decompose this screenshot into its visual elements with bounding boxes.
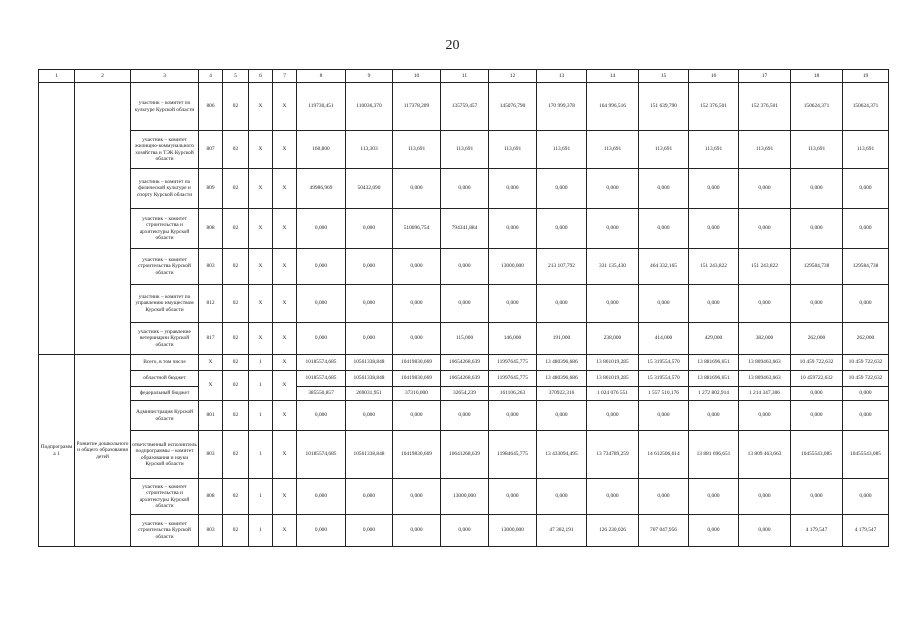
table-row — [39, 323, 889, 355]
table-cell: 113,691 — [441, 131, 489, 169]
table-cell: 13 861019,285 — [587, 371, 639, 387]
table-cell: 113,691 — [689, 131, 739, 169]
table-cell: 150624,371 — [843, 83, 889, 131]
table-cell: 13 881696,651 — [689, 371, 739, 387]
table-cell: 129584,738 — [843, 249, 889, 285]
table-row — [39, 83, 889, 131]
table-cell: 0,000 — [843, 479, 889, 515]
table-cell: X — [249, 249, 273, 285]
table-cell: 370922,316 — [537, 387, 587, 401]
table-cell: 0,000 — [639, 169, 689, 209]
table-cell: 14 612506,614 — [639, 431, 689, 479]
table-cell: 113,691 — [739, 131, 791, 169]
table-cell: 0,000 — [791, 401, 843, 431]
table-cell: 0,000 — [297, 479, 346, 515]
table-cell: 02 — [223, 323, 249, 355]
table-cell: 0,000 — [393, 323, 441, 355]
table-cell: 807 — [199, 131, 223, 169]
table-cell: 0,000 — [639, 479, 689, 515]
table-cell: 0,000 — [346, 285, 393, 323]
table-cell: 152 376,501 — [739, 83, 791, 131]
table-cell: X — [249, 285, 273, 323]
table-cell: 02 — [223, 209, 249, 249]
column-header: 13 — [537, 70, 587, 83]
table-cell: 10 459 722,632 — [843, 371, 889, 387]
table-cell: 10561338,848 — [346, 431, 393, 479]
table-cell: Всего, в том числе — [131, 355, 199, 371]
column-header: 8 — [297, 70, 346, 83]
table-cell: 262,000 — [843, 323, 889, 355]
table-cell: 0,000 — [689, 209, 739, 249]
table-cell: 0,000 — [587, 209, 639, 249]
table-cell: 0,000 — [393, 285, 441, 323]
table-cell: 4 179,547 — [843, 515, 889, 547]
table-cell: 0,000 — [441, 401, 489, 431]
table-cell: 1 557 510,176 — [639, 387, 689, 401]
table-cell: 161106,263 — [489, 387, 537, 401]
table-cell: 0,000 — [739, 401, 791, 431]
table-cell: X — [273, 479, 297, 515]
table-cell: ответственный исполнитель подпрограммы – комитет образования и науки Курской области — [131, 431, 199, 479]
table-cell: 0,000 — [346, 323, 393, 355]
table-cell: 0,000 — [297, 249, 346, 285]
table-cell: 0,000 — [689, 479, 739, 515]
table-cell: 1 — [249, 515, 273, 547]
table-cell: X — [199, 371, 223, 401]
table-cell: 0,000 — [791, 209, 843, 249]
table-cell: 808 — [199, 479, 223, 515]
table-cell: 0,000 — [791, 479, 843, 515]
table-cell: 129584,738 — [791, 249, 843, 285]
table-row — [39, 401, 889, 431]
column-header: 14 — [587, 70, 639, 83]
table-row — [39, 431, 889, 479]
table-cell: 113,691 — [393, 131, 441, 169]
table-cell: 801 — [199, 401, 223, 431]
table-row — [39, 249, 889, 285]
table-cell: Администрация Курской области — [131, 401, 199, 431]
table-cell: 126 230,026 — [587, 515, 639, 547]
table-cell: X — [273, 515, 297, 547]
table-cell: 150624,371 — [791, 83, 843, 131]
table-cell: 269031,951 — [346, 387, 393, 401]
table-cell: 0,000 — [537, 479, 587, 515]
table-cell: 1 — [249, 401, 273, 431]
table-cell: 0,000 — [297, 285, 346, 323]
table-cell: участник – комитет по управлению имуществом Курской области — [131, 285, 199, 323]
column-header: 11 — [441, 70, 489, 83]
column-header: 19 — [843, 70, 889, 83]
table-cell: 510096,754 — [393, 209, 441, 249]
table-cell: 0,000 — [587, 479, 639, 515]
table-cell: 0,000 — [587, 169, 639, 209]
table-cell: 0,000 — [537, 401, 587, 431]
table-cell: 0,000 — [393, 479, 441, 515]
table-cell: 113,303 — [346, 131, 393, 169]
table-cell: 0,000 — [346, 209, 393, 249]
table-cell: 13 433094,495 — [537, 431, 587, 479]
column-header: 7 — [273, 70, 297, 83]
table-cell: областной бюджет — [131, 371, 199, 387]
column-header: 17 — [739, 70, 791, 83]
table-cell: 806 — [199, 83, 223, 131]
table-cell: 0,000 — [843, 209, 889, 249]
table-cell: 0,000 — [587, 401, 639, 431]
table-cell: 0,000 — [843, 387, 889, 401]
table-cell: X — [273, 169, 297, 209]
table-cell: 0,000 — [537, 209, 587, 249]
table-cell: 10185574,685 — [297, 431, 346, 479]
table-cell: 809 — [199, 169, 223, 209]
table-cell: 146,000 — [489, 323, 537, 355]
table-cell: 02 — [223, 479, 249, 515]
table-cell: 0,000 — [346, 479, 393, 515]
table-cell: 0,000 — [639, 209, 689, 249]
table-cell: X — [249, 131, 273, 169]
table-cell: 10561338,848 — [346, 355, 393, 371]
table-cell: 170 999,378 — [537, 83, 587, 131]
table-cell: 15 319554,570 — [639, 355, 689, 371]
table-cell: 191,000 — [537, 323, 587, 355]
table-cell — [39, 83, 75, 355]
column-header: 3 — [131, 70, 199, 83]
table-cell: 10185574,685 — [297, 371, 346, 387]
header-row — [39, 70, 889, 83]
table-cell: 13 881 696,651 — [689, 431, 739, 479]
table-cell: 119730,451 — [297, 83, 346, 131]
table-cell: 331 135,430 — [587, 249, 639, 285]
table-row — [39, 131, 889, 169]
table-cell: 13000,000 — [441, 479, 489, 515]
table-cell: участник – комитет строительства и архитектуры Курской области — [131, 209, 199, 249]
table-cell: 10641268,639 — [441, 431, 489, 479]
table-cell: 10654268,639 — [441, 371, 489, 387]
table-cell: 0,000 — [393, 169, 441, 209]
column-header: 2 — [75, 70, 131, 83]
table-cell: 0,000 — [739, 169, 791, 209]
table-cell: 0,000 — [639, 285, 689, 323]
table-cell: 10561338,848 — [346, 371, 393, 387]
table-cell: X — [273, 401, 297, 431]
column-header: 12 — [489, 70, 537, 83]
table-cell: X — [273, 131, 297, 169]
table-cell: 0,000 — [689, 169, 739, 209]
table-cell: 0,000 — [689, 515, 739, 547]
table-cell: 10 459 722,632 — [791, 355, 843, 371]
table-cell: X — [249, 83, 273, 131]
table-cell: X — [249, 323, 273, 355]
table-cell: 0,000 — [393, 249, 441, 285]
table-cell: Подпрограмма 1 — [39, 355, 75, 547]
table-cell: 0,000 — [739, 479, 791, 515]
table-cell: 02 — [223, 355, 249, 371]
table-cell: 151 243,822 — [739, 249, 791, 285]
table-cell: 113,691 — [843, 131, 889, 169]
table-row — [39, 387, 889, 401]
table-cell: 11997645,775 — [489, 355, 537, 371]
table-cell: 115,000 — [441, 323, 489, 355]
table-cell: 160,800 — [297, 131, 346, 169]
table-cell: 0,000 — [689, 401, 739, 431]
table-cell: 0,000 — [791, 169, 843, 209]
table-cell: X — [273, 371, 297, 401]
table-cell: участник – комитет строительства и архитектуры Курской области — [131, 479, 199, 515]
table-cell: 803 — [199, 515, 223, 547]
table-cell: 02 — [223, 431, 249, 479]
table-cell: 10419830,669 — [393, 355, 441, 371]
table-cell: 02 — [223, 131, 249, 169]
table-cell: 0,000 — [489, 285, 537, 323]
table-cell: X — [273, 323, 297, 355]
table-cell: 0,000 — [489, 479, 537, 515]
table-cell: 803 — [199, 249, 223, 285]
table-cell: 10 459722,632 — [791, 371, 843, 387]
table-cell: 02 — [223, 371, 249, 401]
table-cell: 13 809463,663 — [739, 355, 791, 371]
table-cell: X — [273, 285, 297, 323]
table-cell: участник – комитет по физической культуре и спорту Курской области — [131, 169, 199, 209]
table-cell: 0,000 — [346, 249, 393, 285]
table-cell: 817 — [199, 323, 223, 355]
table-cell: 0,000 — [489, 209, 537, 249]
table-cell: X — [249, 169, 273, 209]
table-cell: 02 — [223, 169, 249, 209]
table-cell: 11997645,775 — [489, 371, 537, 387]
table-cell: 1 024 076 551 — [587, 387, 639, 401]
table-cell: 0,000 — [393, 401, 441, 431]
table-cell: 110036,370 — [346, 83, 393, 131]
table-cell: 10455543,085 — [791, 431, 843, 479]
table-cell: 262,000 — [791, 323, 843, 355]
table-row — [39, 479, 889, 515]
table-cell: 13 861019,285 — [587, 355, 639, 371]
table-cell: 707 047,956 — [639, 515, 689, 547]
table-cell: 0,000 — [791, 387, 843, 401]
table-cell: 0,000 — [441, 169, 489, 209]
table-cell: 0,000 — [441, 515, 489, 547]
table-cell: Развитие дошкольного и общего образования детей — [75, 355, 131, 547]
table-cell: 0,000 — [489, 169, 537, 209]
table-cell — [75, 83, 131, 355]
table-row — [39, 169, 889, 209]
table-row — [39, 371, 889, 387]
table-cell: 13 809463,663 — [739, 371, 791, 387]
table-cell: X — [249, 209, 273, 249]
table-cell: 13000,000 — [489, 249, 537, 285]
table-cell: 10185574,685 — [297, 355, 346, 371]
table-cell: 164 996,516 — [587, 83, 639, 131]
table-cell: X — [273, 355, 297, 371]
table-cell: 213 107,792 — [537, 249, 587, 285]
table-cell: 151 243,822 — [689, 249, 739, 285]
table-cell: 0,000 — [587, 285, 639, 323]
table-cell: 794341,884 — [441, 209, 489, 249]
table-cell: 0,000 — [739, 515, 791, 547]
table-cell: 37316,000 — [393, 387, 441, 401]
table-cell: 13 809 463,663 — [739, 431, 791, 479]
column-header: 16 — [689, 70, 739, 83]
table-cell: 32654,239 — [441, 387, 489, 401]
table-cell: 02 — [223, 515, 249, 547]
table-cell: участник – комитет строительства Курской области — [131, 249, 199, 285]
table-cell: 02 — [223, 83, 249, 131]
table-cell: 113,691 — [587, 131, 639, 169]
table-cell: 13 734789,259 — [587, 431, 639, 479]
table-cell: 13 480396,686 — [537, 355, 587, 371]
table-cell: 385550,857 — [297, 387, 346, 401]
table-cell: федеральный бюджет — [131, 387, 199, 401]
table-cell: участник – комитет строительства Курской области — [131, 515, 199, 547]
table-cell: 0,000 — [791, 285, 843, 323]
table-cell: 02 — [223, 249, 249, 285]
table-cell: X — [273, 83, 297, 131]
table-cell: 0,000 — [441, 249, 489, 285]
table-cell: 808 — [199, 209, 223, 249]
table-cell: X — [273, 249, 297, 285]
table-cell: 0,000 — [843, 401, 889, 431]
table-cell: 0,000 — [843, 169, 889, 209]
table-cell: 50432,090 — [346, 169, 393, 209]
table-cell: 1 — [249, 479, 273, 515]
table-row — [39, 515, 889, 547]
table-cell: 13 480396,686 — [537, 371, 587, 387]
table-cell: 0,000 — [489, 401, 537, 431]
table-cell: 0,000 — [689, 285, 739, 323]
table-row — [39, 355, 889, 371]
table-cell: 0,000 — [739, 285, 791, 323]
table-cell: 135759,457 — [441, 83, 489, 131]
table-cell: X — [273, 209, 297, 249]
table-cell: 0,000 — [393, 515, 441, 547]
table-cell: участник – комитет по культуре Курской области — [131, 83, 199, 131]
table-cell: 151 639,790 — [639, 83, 689, 131]
table-row — [39, 209, 889, 249]
table-cell: 464 332,165 — [639, 249, 689, 285]
table-cell: 0,000 — [537, 285, 587, 323]
table-cell: 10654268,639 — [441, 355, 489, 371]
table-cell: 1 272 802,914 — [689, 387, 739, 401]
budget-table — [38, 69, 889, 547]
column-header: 1 — [39, 70, 75, 83]
table-cell: 0,000 — [346, 401, 393, 431]
table-cell: 0,000 — [297, 209, 346, 249]
table-cell: 0,000 — [843, 285, 889, 323]
table-cell: 13 881696,651 — [689, 355, 739, 371]
table-cell: 10 459 722,632 — [843, 355, 889, 371]
table-row — [39, 285, 889, 323]
table-cell: 02 — [223, 401, 249, 431]
table-cell: 414,000 — [639, 323, 689, 355]
table-cell: 10419830,669 — [393, 371, 441, 387]
table-cell: 117378,209 — [393, 83, 441, 131]
column-header: 18 — [791, 70, 843, 83]
table-cell: 0,000 — [297, 323, 346, 355]
table-cell: 113,691 — [537, 131, 587, 169]
table-cell: 1 — [249, 355, 273, 371]
column-header: 6 — [249, 70, 273, 83]
table-cell: 0,000 — [739, 209, 791, 249]
table-cell: 113,691 — [489, 131, 537, 169]
table-cell: 238,000 — [587, 323, 639, 355]
table-cell: 49986,969 — [297, 169, 346, 209]
table-cell: 0,000 — [639, 401, 689, 431]
table-cell: 803 — [199, 431, 223, 479]
table-cell: X — [199, 355, 223, 371]
table-cell: 1 — [249, 371, 273, 401]
table-cell: участник – управление ветеринарии Курской области — [131, 323, 199, 355]
table-cell: 113,691 — [639, 131, 689, 169]
table-cell: 812 — [199, 285, 223, 323]
table-cell: 0,000 — [297, 515, 346, 547]
table-cell: 0,000 — [297, 401, 346, 431]
table-cell: 0,000 — [346, 515, 393, 547]
table-cell: 15 319554,570 — [639, 371, 689, 387]
table-cell: 429,000 — [689, 323, 739, 355]
table-cell: участник – комитет жилищно-коммунального хозяйства и ТЭК Курской области — [131, 131, 199, 169]
table-cell: 145076,790 — [489, 83, 537, 131]
table-cell: 1 214 347,306 — [739, 387, 791, 401]
table-cell: 1 — [249, 431, 273, 479]
table-cell: 47 302,191 — [537, 515, 587, 547]
table-cell: 13000,000 — [489, 515, 537, 547]
column-header: 9 — [346, 70, 393, 83]
page-number: 20 — [445, 38, 460, 53]
table-cell: 10419830,669 — [393, 431, 441, 479]
table-cell: 10455543,085 — [843, 431, 889, 479]
table-cell: 02 — [223, 285, 249, 323]
table-cell: 0,000 — [441, 285, 489, 323]
table-cell: 11984645,775 — [489, 431, 537, 479]
table-cell: 0,000 — [537, 169, 587, 209]
column-header: 10 — [393, 70, 441, 83]
table-cell: 113,691 — [791, 131, 843, 169]
column-header: 4 — [199, 70, 223, 83]
table-cell: 152 376,501 — [689, 83, 739, 131]
table-cell: 4 179,547 — [791, 515, 843, 547]
column-header: 5 — [223, 70, 249, 83]
table-cell: 382,000 — [739, 323, 791, 355]
table-cell: X — [273, 431, 297, 479]
column-header: 15 — [639, 70, 689, 83]
